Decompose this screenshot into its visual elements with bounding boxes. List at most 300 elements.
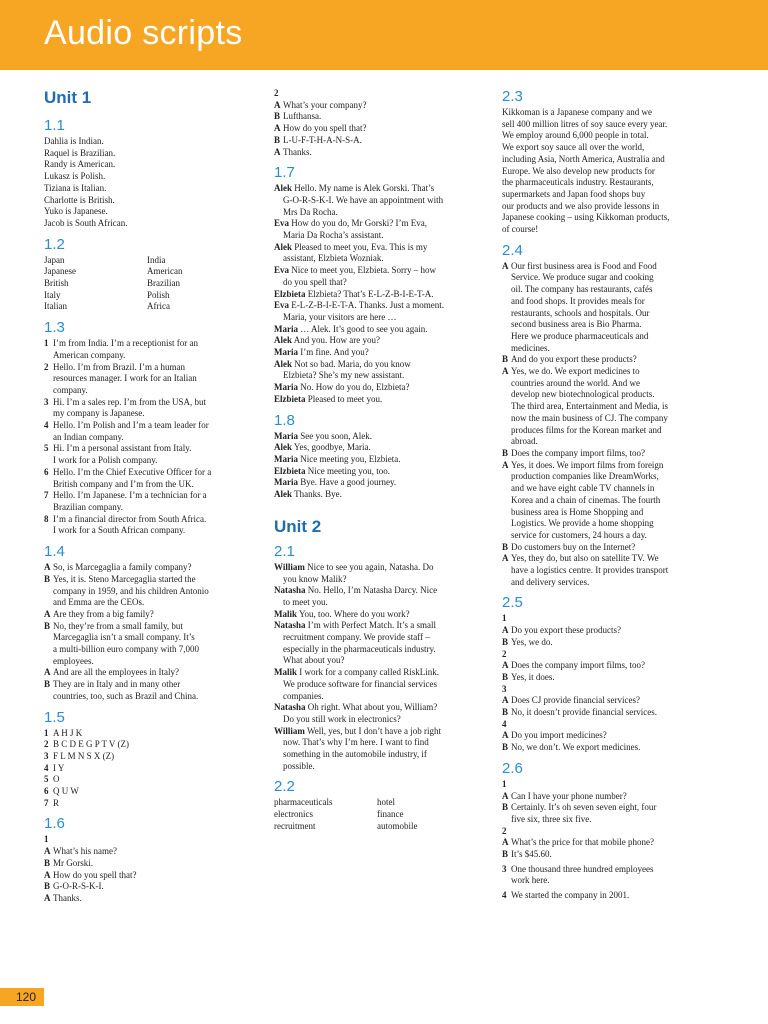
line-text: How do you spell that? xyxy=(53,869,137,880)
script-line-cont xyxy=(44,656,259,668)
speaker-name: Alek xyxy=(274,358,292,369)
script-line-cont xyxy=(44,502,259,514)
script-line-cont xyxy=(44,385,259,397)
section-1-4 xyxy=(44,562,259,702)
script-line xyxy=(44,751,259,763)
section-title: 1.1 xyxy=(44,117,65,134)
dialogue-text: E-L-Z-B-I-E-T-A. Thanks. Just a moment. xyxy=(291,300,444,311)
script-line-cont xyxy=(502,495,724,507)
line-marker: 4 xyxy=(44,762,49,773)
line-text: and Emma are the CEOs. xyxy=(53,597,145,608)
line-marker: A xyxy=(274,123,281,134)
text-line: Yuko is Japanese. xyxy=(44,206,108,217)
script-line xyxy=(502,707,724,719)
column-3 xyxy=(502,88,724,902)
dialogue-line-cont xyxy=(274,632,489,644)
line-text: produces films for the Korean market and xyxy=(511,424,662,435)
line-marker: A xyxy=(502,260,509,271)
dialogue-line xyxy=(274,726,489,738)
speaker-name: Alek xyxy=(274,241,292,252)
line-text: Marcegaglia isn’t a small company. It’s xyxy=(53,632,195,643)
dialogue-line-cont xyxy=(274,253,489,265)
line-marker: B xyxy=(502,636,509,647)
dialogue-text: I work for a company called RiskLink. xyxy=(299,667,439,678)
script-line-cont xyxy=(44,373,259,385)
unit-heading: Unit 1 xyxy=(44,88,92,107)
line-text: Are they from a big family? xyxy=(53,608,154,619)
dialogue-line-cont xyxy=(274,644,489,656)
script-line xyxy=(274,123,489,135)
speaker-name: Maria xyxy=(274,430,298,441)
dialogue-text: companies. xyxy=(283,690,324,701)
script-line-cont xyxy=(44,525,259,537)
dialogue-line xyxy=(274,382,489,394)
dialogue-text: Not so bad. Maria, do you know xyxy=(294,358,411,369)
script-line xyxy=(44,774,259,786)
section-title: 1.6 xyxy=(44,815,65,833)
speaker-name: Maria xyxy=(274,347,298,358)
line-text: British company and I’m from the UK. xyxy=(53,478,194,489)
script-line-cont xyxy=(44,691,259,703)
line-marker: B xyxy=(502,802,509,813)
line-text: Yes, it does. We import films from foreign xyxy=(511,459,664,470)
line-text: countries around the world. And we xyxy=(511,377,640,388)
dialogue-text: you know Malik? xyxy=(283,573,347,584)
speaker-name: Eva xyxy=(274,218,290,229)
text-line: sell 400 million litres of soy sauce every year. xyxy=(502,118,668,129)
script-line-cont xyxy=(502,308,724,320)
line-marker: B xyxy=(44,857,51,868)
dialogue-text: How do you do, Mr Gorski? I’m Eva, xyxy=(291,218,427,229)
line-marker: 2 xyxy=(44,739,49,750)
speaker-name: Maria xyxy=(274,323,298,334)
section-1-6 xyxy=(44,846,259,905)
line-text: Q U W xyxy=(53,786,79,797)
section-title: 2.6 xyxy=(502,759,523,777)
line-marker: B xyxy=(274,111,281,122)
speaker-name: Natasha xyxy=(274,702,306,713)
dialogue-text: recruitment company. We provide staff – xyxy=(283,632,430,643)
script-line xyxy=(44,870,259,882)
page-number: 120 xyxy=(16,990,37,1004)
part-number: 1 xyxy=(44,834,49,845)
text-line: We employ around 6,000 people in total. xyxy=(502,130,649,141)
line-marker: 1 xyxy=(44,727,49,738)
script-line-cont xyxy=(44,586,259,598)
line-text: and we have eight cable TV channels in xyxy=(511,483,655,494)
dialogue-text: Bye. Have a good journey. xyxy=(300,477,397,488)
line-text: Thanks. xyxy=(283,146,312,157)
dialogue-line-cont xyxy=(274,714,489,726)
script-line xyxy=(502,672,724,684)
script-line xyxy=(44,362,259,374)
line-text: O xyxy=(53,774,60,785)
dialogue-line-cont xyxy=(274,207,489,219)
line-text: Here we produce pharmaceuticals and xyxy=(511,330,649,341)
line-marker: 2 xyxy=(44,361,49,372)
line-marker: B xyxy=(502,671,509,682)
script-line xyxy=(502,837,724,849)
dialogue-line-cont xyxy=(274,597,489,609)
dialogue-text: What about you? xyxy=(283,655,345,666)
word-left: pharmaceuticals xyxy=(274,797,333,808)
line-text: Brazilian company. xyxy=(53,501,123,512)
script-line-cont xyxy=(502,518,724,530)
dialogue-text: assistant, Elzbieta Wozniak. xyxy=(283,253,384,264)
script-line xyxy=(44,679,259,691)
dialogue-line xyxy=(274,300,489,312)
line-text: develop new biotechnological products. xyxy=(511,389,655,400)
word-left: Italian xyxy=(44,301,67,312)
line-text: company in 1959, and his children Antonio xyxy=(53,585,209,596)
speaker-name: Maria xyxy=(274,477,298,488)
line-marker: B xyxy=(274,134,281,145)
script-line-cont xyxy=(502,331,724,343)
script-line-cont xyxy=(502,530,724,542)
line-text: What’s his name? xyxy=(53,846,117,857)
line-marker: A xyxy=(44,892,51,903)
line-text: restaurants, schools and hospitals. Our xyxy=(511,307,650,318)
line-marker: B xyxy=(502,707,509,718)
script-line xyxy=(502,637,724,649)
text-line: the pharmaceuticals industry. Restaurants, xyxy=(502,177,654,188)
section-title: 2.4 xyxy=(502,241,523,259)
word-right: automobile xyxy=(377,820,418,831)
script-line-cont xyxy=(502,425,724,437)
line-text: Hi. I’m a personal assistant from Italy. xyxy=(53,443,192,454)
section-2-5 xyxy=(502,613,724,753)
script-line xyxy=(502,791,724,803)
script-line xyxy=(44,467,259,479)
script-line xyxy=(502,542,724,554)
text-line: Dahlia is Indian. xyxy=(44,136,104,146)
dialogue-line xyxy=(274,394,489,406)
speaker-name: Eva xyxy=(274,300,290,311)
line-marker: 4 xyxy=(502,890,507,901)
script-line-cont xyxy=(44,432,259,444)
part-number: 2 xyxy=(274,88,279,98)
line-marker: 3 xyxy=(502,863,507,874)
dialogue-text: … Alek. It’s good to see you again. xyxy=(300,323,428,334)
word-left: Japanese xyxy=(44,266,76,277)
part-number: 2 xyxy=(502,648,507,659)
text-line: including Asia, North America, Australia and xyxy=(502,153,665,164)
line-text: employees. xyxy=(53,655,94,666)
script-line xyxy=(44,490,259,502)
text-line: Jacob is South African. xyxy=(44,217,128,228)
dialogue-line xyxy=(274,289,489,301)
script-line xyxy=(274,100,489,112)
line-marker: B xyxy=(502,742,509,753)
line-marker: A xyxy=(502,366,509,377)
line-text: work here. xyxy=(511,875,550,886)
line-marker: A xyxy=(502,459,509,470)
speaker-name: Elzbieta xyxy=(274,465,306,476)
text-line: of course! xyxy=(502,224,539,235)
dialogue-line xyxy=(274,347,489,359)
line-text: a multi-billion euro company with 7,000 xyxy=(53,644,199,655)
script-line xyxy=(44,667,259,679)
line-marker: 6 xyxy=(44,786,49,797)
script-line xyxy=(44,621,259,633)
line-text: B C D E G P T V (Z) xyxy=(53,739,130,750)
line-text: Certainly. It’s oh seven seven eight, four xyxy=(511,802,657,813)
text-line: Lukasz is Polish. xyxy=(44,171,106,182)
line-marker: A xyxy=(502,553,509,564)
dialogue-text: Yes, goodbye, Maria. xyxy=(293,442,371,453)
dialogue-text: G-O-R-S-K-I. We have an appointment with xyxy=(283,194,444,205)
line-marker: 7 xyxy=(44,797,49,808)
section-2-2 xyxy=(274,797,489,832)
dialogue-line xyxy=(274,359,489,371)
line-text: The third area, Entertainment and Media, is xyxy=(511,401,668,412)
section-title: 1.4 xyxy=(44,543,65,561)
dialogue-text: especially in the pharmaceuticals industry. xyxy=(283,643,436,654)
word-right: Africa xyxy=(147,301,170,312)
text-line: Kikkoman is a Japanese company and we xyxy=(502,107,652,117)
line-text: oil. The company has restaurants, cafés xyxy=(511,284,653,295)
script-line xyxy=(44,881,259,893)
script-line-cont xyxy=(44,644,259,656)
dialogue-text: Oh right. What about you, William? xyxy=(307,702,438,713)
line-text: Hello. I’m the Chief Executive Officer for a xyxy=(53,466,212,477)
script-line-cont xyxy=(502,378,724,390)
script-line xyxy=(502,448,724,460)
text-line: our products and we also provide lessons in xyxy=(502,200,660,211)
line-text: L-U-F-T-H-A-N-S-A. xyxy=(283,134,362,145)
script-line xyxy=(44,763,259,775)
dialogue-text: Pleased to meet you. xyxy=(307,393,383,404)
script-line-cont xyxy=(502,471,724,483)
line-marker: B xyxy=(502,354,509,365)
line-marker: 4 xyxy=(44,420,49,431)
dialogue-line-cont xyxy=(274,230,489,242)
dialogue-line xyxy=(274,335,489,347)
script-line-cont xyxy=(44,597,259,609)
line-marker: B xyxy=(502,447,509,458)
line-marker: A xyxy=(44,846,51,857)
script-line xyxy=(502,802,724,814)
dialogue-line xyxy=(274,702,489,714)
line-marker: B xyxy=(502,849,509,860)
dialogue-text: We produce software for financial services xyxy=(283,678,437,689)
line-text: A H J K xyxy=(53,727,83,738)
dialogue-text: possible. xyxy=(283,760,315,771)
script-line xyxy=(502,460,724,472)
script-line xyxy=(502,261,724,273)
header-bar xyxy=(0,0,768,70)
script-line xyxy=(44,397,259,409)
line-text: And are all the employees in Italy? xyxy=(53,667,179,678)
page-number-tab xyxy=(0,988,44,1006)
line-marker: 7 xyxy=(44,490,49,501)
dialogue-text: No. How do you do, Elzbieta? xyxy=(300,382,410,393)
line-text: I’m a financial director from South Africa. xyxy=(53,513,207,524)
dialogue-text: Nice meeting you, Elzbieta. xyxy=(300,453,401,464)
dialogue-line-cont xyxy=(274,574,489,586)
line-text: Yes, they do, but also on satellite TV. We xyxy=(511,553,659,564)
dialogue-line xyxy=(274,477,489,489)
section-title: 2.2 xyxy=(274,778,295,796)
word-right: Polish xyxy=(147,289,170,300)
section-title: 1.2 xyxy=(44,235,65,253)
dialogue-text: Nice to see you again, Natasha. Do xyxy=(307,561,434,572)
line-marker: A xyxy=(274,99,281,110)
script-line-cont xyxy=(502,814,724,826)
script-line-cont xyxy=(502,875,724,887)
dialogue-text: Maria Da Rocha’s assistant. xyxy=(283,230,384,241)
line-marker: 5 xyxy=(44,774,49,785)
line-text: service for customers, 24 hours a day. xyxy=(511,529,647,540)
line-text: F L M N S X (Z) xyxy=(53,750,115,761)
section-1-8 xyxy=(274,431,489,501)
line-text: now the main business of CJ. The company xyxy=(511,412,668,423)
script-line xyxy=(502,553,724,565)
column-1 xyxy=(44,88,259,905)
line-text: I Y xyxy=(53,762,65,773)
speaker-name: Natasha xyxy=(274,585,306,596)
line-marker: A xyxy=(502,790,509,801)
script-line xyxy=(44,420,259,432)
line-text: resources manager. I work for an Italian xyxy=(53,373,197,384)
word-right: India xyxy=(147,254,166,265)
part-number: 1 xyxy=(502,778,507,789)
speaker-name: Maria xyxy=(274,453,298,464)
dialogue-line-cont xyxy=(274,312,489,324)
script-line-cont xyxy=(44,632,259,644)
script-line xyxy=(44,338,259,350)
speaker-name: William xyxy=(274,561,305,572)
dialogue-line xyxy=(274,466,489,478)
speaker-name: Elzbieta xyxy=(274,288,306,299)
column-2 xyxy=(274,88,489,833)
line-text: I work for a Polish company. xyxy=(53,455,158,466)
script-line xyxy=(274,111,489,123)
line-text: five six, three six five. xyxy=(511,813,592,824)
line-text: No, we don’t. We export medicines. xyxy=(511,742,641,753)
section-1-6-part-2 xyxy=(274,100,489,159)
script-line xyxy=(274,147,489,159)
section-title: 2.1 xyxy=(274,542,295,560)
script-line-cont xyxy=(44,350,259,362)
text-line: Tiziana is Italian. xyxy=(44,182,107,193)
line-text: abroad. xyxy=(511,436,538,447)
dialogue-text: You, too. Where do you work? xyxy=(298,608,410,619)
line-text: countries, too, such as Brazil and China. xyxy=(53,690,199,701)
speaker-name: Maria xyxy=(274,382,298,393)
dialogue-text: And you. How are you? xyxy=(293,335,380,346)
unit-heading: Unit 2 xyxy=(274,516,322,536)
script-line xyxy=(502,625,724,637)
section-title: 1.8 xyxy=(274,411,295,429)
line-text: So, is Marcegaglia a family company? xyxy=(53,562,192,573)
line-marker: A xyxy=(502,837,509,848)
script-line xyxy=(44,846,259,858)
part-number: 3 xyxy=(502,683,507,694)
dialogue-line-cont xyxy=(274,737,489,749)
page-title: Audio scripts xyxy=(44,14,243,52)
dialogue-line xyxy=(274,667,489,679)
section-1-2 xyxy=(44,255,259,314)
word-left: recruitment xyxy=(274,820,316,831)
line-text: American company. xyxy=(53,349,126,360)
speaker-name: Natasha xyxy=(274,620,306,631)
dialogue-text: Elzbieta? She’s my new assistant. xyxy=(283,370,405,381)
line-text: Can I have your phone number? xyxy=(511,790,627,801)
dialogue-line xyxy=(274,609,489,621)
speaker-name: Alek xyxy=(274,335,292,346)
line-text: Hello. I’m Polish and I’m a team leader for xyxy=(53,420,209,431)
speaker-name: Elzbieta xyxy=(274,393,306,404)
line-marker: B xyxy=(502,541,509,552)
text-line: Randy is American. xyxy=(44,159,116,170)
dialogue-text: Nice to meet you, Elzbieta. Sorry – how xyxy=(291,265,436,276)
line-text: Do customers buy on the Internet? xyxy=(511,541,636,552)
dialogue-text: I’m with Perfect Match. It’s a small xyxy=(307,620,436,631)
dialogue-line-cont xyxy=(274,749,489,761)
dialogue-line xyxy=(274,585,489,597)
line-marker: 6 xyxy=(44,466,49,477)
text-line: supermarkets and Japan food shops buy xyxy=(502,188,646,199)
script-line-cont xyxy=(502,319,724,331)
line-text: No, it doesn’t provide financial services. xyxy=(511,707,658,718)
script-line xyxy=(502,742,724,754)
script-line-cont xyxy=(502,343,724,355)
speaker-name: Eva xyxy=(274,265,290,276)
section-title: 1.7 xyxy=(274,164,295,182)
script-line xyxy=(502,890,724,902)
line-marker: B xyxy=(44,881,51,892)
script-line xyxy=(44,443,259,455)
line-text: Do you import medicines? xyxy=(511,730,607,741)
script-line xyxy=(502,730,724,742)
section-2-6 xyxy=(502,779,724,902)
dialogue-text: Hello. My name is Alek Gorski. That’s xyxy=(294,183,435,194)
speaker-name: William xyxy=(274,725,305,736)
line-text: Hello. I’m from Brazil. I’m a human xyxy=(53,361,185,372)
line-text: Yes, we do. xyxy=(511,636,553,647)
script-line-cont xyxy=(502,389,724,401)
script-line xyxy=(44,798,259,810)
script-line xyxy=(44,574,259,586)
line-marker: B xyxy=(44,620,51,631)
line-text: my company is Japanese. xyxy=(53,408,145,419)
part-number: 1 xyxy=(502,613,507,624)
script-line xyxy=(502,660,724,672)
line-text: What’s the price for that mobile phone? xyxy=(511,837,654,848)
line-text: One thousand three hundred employees xyxy=(511,863,654,874)
line-text: It’s $45.60. xyxy=(511,849,552,860)
script-line xyxy=(44,514,259,526)
script-line-cont xyxy=(502,565,724,577)
text-line: We export soy sauce all over the world, xyxy=(502,142,645,153)
line-text: And do you export these products? xyxy=(511,354,637,365)
section-1-1 xyxy=(44,136,259,230)
dialogue-text: to meet you. xyxy=(283,596,328,607)
section-1-3 xyxy=(44,338,259,537)
script-line-cont xyxy=(502,413,724,425)
dialogue-text: I’m fine. And you? xyxy=(300,347,369,358)
line-text: medicines. xyxy=(511,342,550,353)
line-text: production companies like DreamWorks, xyxy=(511,471,659,482)
dialogue-text: Mrs Da Rocha. xyxy=(283,206,338,217)
line-marker: A xyxy=(502,695,509,706)
dialogue-text: Pleased to meet you, Eva. This is my xyxy=(294,241,428,252)
line-marker: 3 xyxy=(44,750,49,761)
dialogue-line xyxy=(274,562,489,574)
speaker-name: Malik xyxy=(274,667,298,678)
line-text: Yes, it is. Steno Marcegaglia started the xyxy=(53,573,196,584)
